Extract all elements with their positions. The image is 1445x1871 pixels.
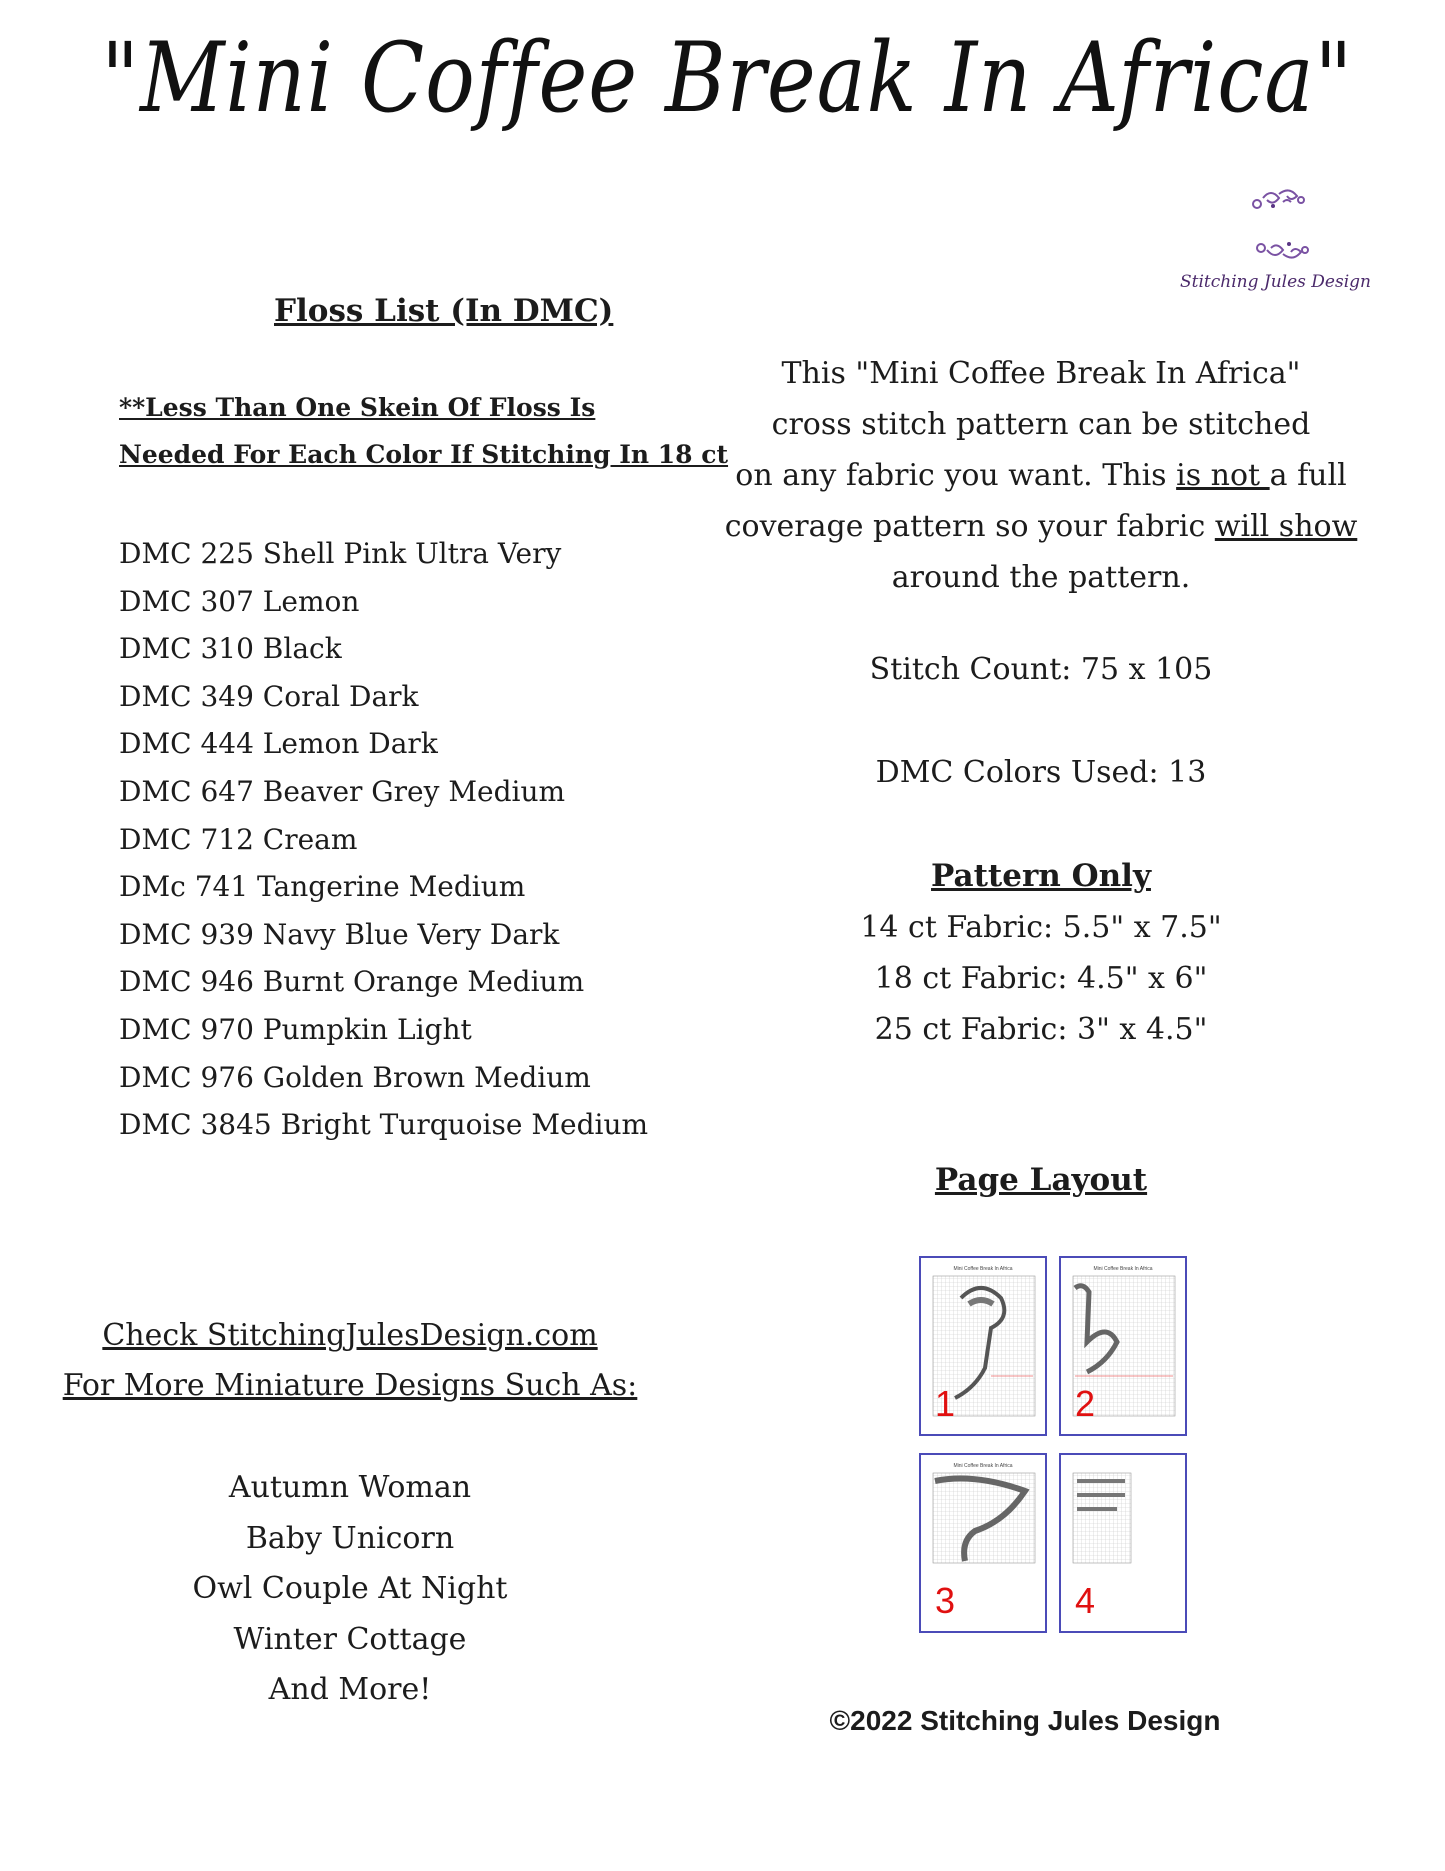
emphasis-will-show: will show <box>1214 509 1358 544</box>
page-thumbnail-3 <box>919 1453 1047 1633</box>
description-line: This "Mini Coffee Break In Africa" <box>781 356 1301 391</box>
floss-item: DMc 741 Tangerine Medium <box>119 870 526 904</box>
page-number: 4 <box>1075 1580 1096 1621</box>
floss-item: DMC 310 Black <box>119 632 342 666</box>
floss-item: DMC 976 Golden Brown Medium <box>119 1060 591 1094</box>
page-thumbnail-2 <box>1059 1256 1187 1436</box>
floss-item: DMC 349 Coral Dark <box>119 679 419 713</box>
page-layout-heading: Page Layout <box>934 1162 1148 1198</box>
floss-item: DMC 307 Lemon <box>119 584 360 618</box>
design-item: Winter Cottage <box>233 1621 467 1657</box>
stitch-count: Stitch Count: 75 x 105 <box>869 652 1213 687</box>
svg-text:Mini Coffee Break In Africa: Mini Coffee Break In Africa <box>953 1463 1013 1469</box>
floss-item: DMC 225 Shell Pink Ultra Very <box>119 537 562 570</box>
floss-item: DMC 647 Beaver Grey Medium <box>119 774 566 808</box>
logo-text: Stitching Jules Design <box>1180 272 1371 292</box>
fabric-size-item: 25 ct Fabric: 3" x 4.5" <box>874 1012 1208 1047</box>
skein-note-line-2: Needed For Each Color If Stitching In 18 ct <box>119 440 729 469</box>
website-link[interactable]: Check StitchingJulesDesign.com <box>102 1318 598 1353</box>
copyright-notice: ©2022 Stitching Jules Design <box>829 1705 1221 1736</box>
floss-list-heading: Floss List (In DMC) <box>274 293 614 329</box>
floss-item: DMC 444 Lemon Dark <box>119 727 438 761</box>
page-number: 3 <box>935 1580 956 1621</box>
description-line: around the pattern. <box>891 560 1191 595</box>
page-title: "Mini Coffee Break In Africa" <box>101 22 1354 134</box>
design-item: Owl Couple At Night <box>192 1571 508 1606</box>
page-thumbnail-1 <box>919 1256 1047 1436</box>
floss-item: DMC 946 Burnt Orange Medium <box>119 965 585 999</box>
design-item: Autumn Woman <box>228 1470 472 1505</box>
skein-note-line-1: **Less Than One Skein Of Floss Is <box>119 393 596 422</box>
brand-logo <box>1180 180 1371 292</box>
floss-list <box>119 535 648 1154</box>
description-line: coverage pattern so your fabric will show <box>724 509 1358 544</box>
design-item: Baby Unicorn <box>245 1520 455 1556</box>
page-thumbnail-4 <box>1059 1453 1187 1633</box>
svg-text:Mini Coffee Break In Africa: Mini Coffee Break In Africa <box>953 1266 1013 1272</box>
pattern-description <box>716 348 1366 603</box>
floss-item: DMC 3845 Bright Turquoise Medium <box>119 1108 649 1142</box>
more-designs-text: For More Miniature Designs Such As: <box>62 1368 638 1403</box>
fabric-size-list <box>716 908 1366 1061</box>
pattern-only-heading: Pattern Only <box>931 858 1151 894</box>
colors-used: DMC Colors Used: 13 <box>875 755 1207 790</box>
description-line: on any fabric you want. This is not a full <box>735 458 1347 493</box>
page-number: 1 <box>935 1383 956 1424</box>
design-list <box>30 1468 670 1721</box>
description-line: cross stitch pattern can be stitched <box>771 407 1311 442</box>
fabric-size-item: 14 ct Fabric: 5.5" x 7.5" <box>860 910 1222 945</box>
design-item: And More! <box>268 1672 432 1707</box>
swirl-ornament-icon <box>1223 180 1333 270</box>
floss-item: DMC 970 Pumpkin Light <box>119 1012 472 1046</box>
emphasis-not: is not <box>1176 458 1270 493</box>
floss-item: DMC 712 Cream <box>119 822 358 856</box>
page-number: 2 <box>1075 1383 1096 1424</box>
svg-text:Mini Coffee Break In Africa: Mini Coffee Break In Africa <box>1093 1266 1153 1272</box>
fabric-size-item: 18 ct Fabric: 4.5" x 6" <box>874 961 1208 996</box>
floss-item: DMC 939 Navy Blue Very Dark <box>119 917 560 951</box>
